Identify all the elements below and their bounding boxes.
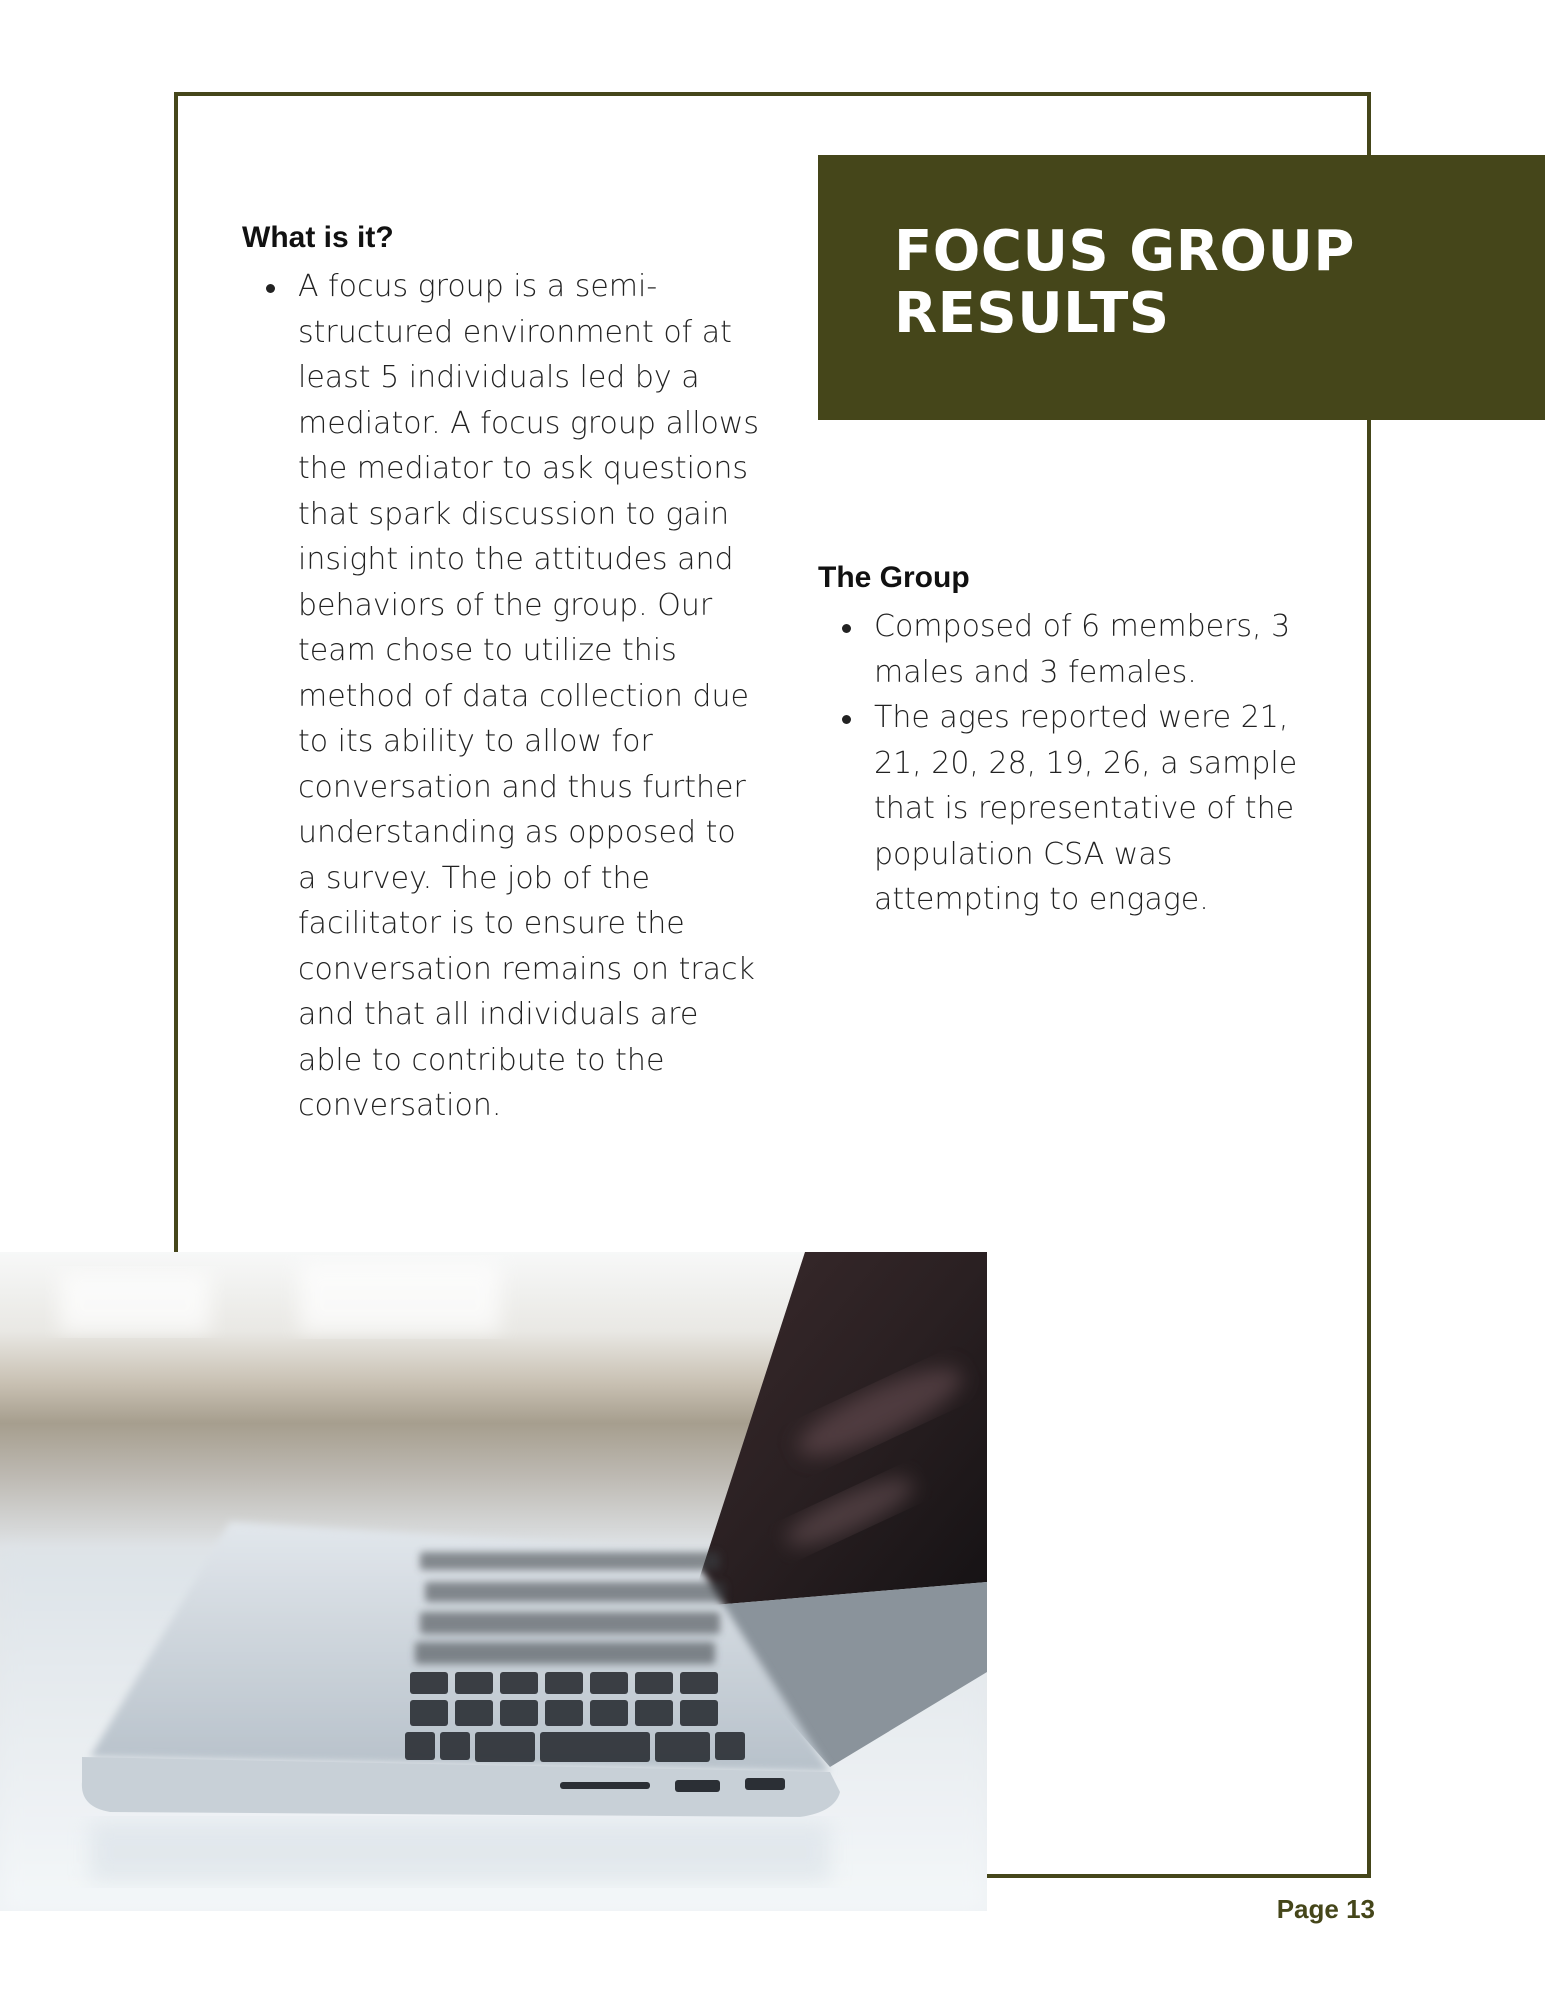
bullet-icon xyxy=(842,715,851,724)
section-what-is-it xyxy=(242,216,762,1129)
list-item xyxy=(242,264,762,1129)
section-the-group xyxy=(818,556,1338,923)
title-banner xyxy=(818,155,1545,420)
bullet-list-what-is-it xyxy=(242,264,762,1129)
list-item xyxy=(818,695,1338,923)
laptop-photo xyxy=(0,1252,987,1911)
bullet-list-the-group xyxy=(818,604,1338,923)
section-heading-what-is-it: What is it? xyxy=(242,221,394,254)
page-title xyxy=(894,221,1545,345)
list-item-text: The ages reported were 21, 21, 20, 28, 19, 26, a sample that is representative of the population CSA was attempting to engage. xyxy=(874,700,1298,917)
page-title-line-2: RESULTS xyxy=(894,281,1170,346)
bullet-icon xyxy=(842,624,851,633)
list-item-text: A focus group is a semi-structured environment of at least 5 individuals led by a mediator. A focus group allows the mediator to ask questions that spark discussion to gain insight into the attitudes and behaviors of the group. Our team chose to utilize this method of data collection due to its ability to allow for conversation and thus further understanding as opposed to a survey. The job of the facilitator is to ensure the conversation remains on track and that all individuals are able to contribute to the conversation. xyxy=(298,269,760,1123)
page-number: Page 13 xyxy=(1276,1894,1375,1924)
list-item-text: Composed of 6 members, 3 males and 3 females. xyxy=(874,609,1291,690)
laptop-photo-illustration xyxy=(0,1252,987,1911)
list-item xyxy=(818,604,1338,695)
page-title-line-1: FOCUS GROUP xyxy=(894,219,1355,284)
section-heading-the-group: The Group xyxy=(818,561,970,594)
bullet-icon xyxy=(266,284,275,293)
